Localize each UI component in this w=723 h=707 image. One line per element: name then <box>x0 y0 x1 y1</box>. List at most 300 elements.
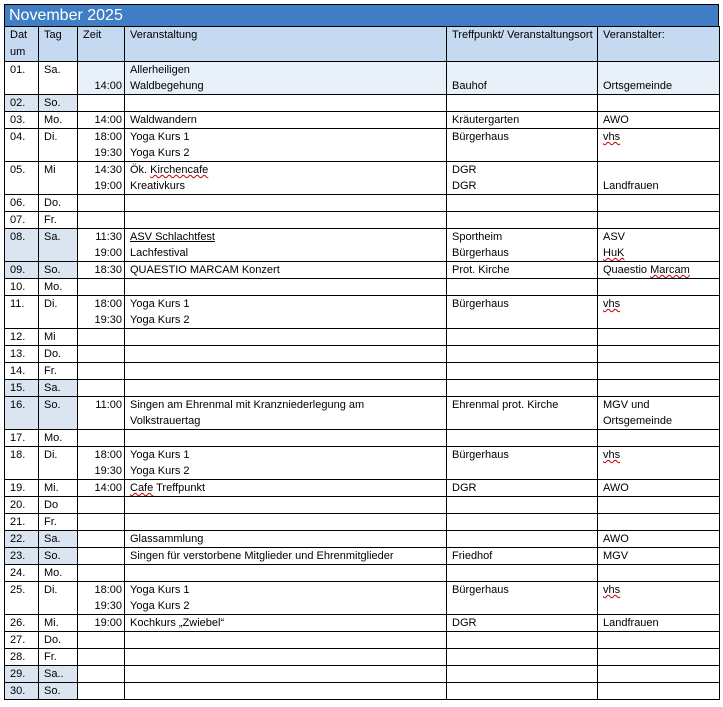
time-cell <box>78 582 125 615</box>
day-cell <box>39 582 78 615</box>
organizer-text: vhs <box>603 584 621 596</box>
organizer-text: MGV und <box>603 399 650 411</box>
organizer-cell <box>598 447 720 480</box>
place-cell <box>447 531 598 548</box>
organizer-cell <box>598 363 720 380</box>
organizer-cell <box>598 346 720 363</box>
table-row <box>5 129 720 162</box>
time-cell <box>78 531 125 548</box>
day-cell <box>39 346 78 363</box>
place-cell <box>447 683 598 700</box>
organizer-text: vhs <box>603 131 621 143</box>
table-row <box>5 632 720 649</box>
time-text: 18:00 <box>94 298 122 310</box>
day-cell <box>39 615 78 632</box>
time-cell <box>78 363 125 380</box>
place-text: Kräutergarten <box>452 114 520 126</box>
date-cell <box>5 162 39 195</box>
event-cell <box>125 548 447 565</box>
time-text <box>83 95 122 111</box>
place-text <box>452 463 597 479</box>
date-cell <box>5 649 39 666</box>
day-cell <box>39 531 78 548</box>
event-text: QUAESTIO MARCAM Konzert <box>130 264 280 276</box>
place-text: DGR <box>452 482 477 494</box>
date-text: 01. <box>10 64 26 76</box>
date-text: 26. <box>10 617 26 629</box>
date-cell <box>5 229 39 262</box>
day-cell <box>39 632 78 649</box>
event-text: Waldwandern <box>130 114 197 126</box>
event-cell <box>125 380 447 397</box>
table-row <box>5 112 720 129</box>
organizer-text: HuK <box>603 247 625 259</box>
organizer-text <box>603 95 719 111</box>
date-cell <box>5 95 39 112</box>
event-cell <box>125 195 447 212</box>
date-cell <box>5 632 39 649</box>
place-cell <box>447 397 598 430</box>
day-cell <box>39 430 78 447</box>
place-cell <box>447 296 598 329</box>
time-cell <box>78 212 125 229</box>
date-text: 14. <box>10 365 26 377</box>
place-cell <box>447 95 598 112</box>
time-text: 18:30 <box>94 264 122 276</box>
event-text: Glassammlung <box>130 533 204 545</box>
time-text <box>83 565 122 581</box>
organizer-cell <box>598 683 720 700</box>
date-cell <box>5 480 39 497</box>
day-cell <box>39 212 78 229</box>
day-text: Mo. <box>44 567 63 579</box>
organizer-cell <box>598 296 720 329</box>
day-cell <box>39 162 78 195</box>
day-cell <box>39 95 78 112</box>
date-text: 27. <box>10 634 26 646</box>
place-text: Bürgerhaus <box>452 298 509 310</box>
date-cell <box>5 262 39 279</box>
organizer-cell <box>598 62 720 95</box>
event-text <box>130 430 446 446</box>
table-row <box>5 363 720 380</box>
event-cell <box>125 632 447 649</box>
date-cell <box>5 329 39 346</box>
place-cell <box>447 649 598 666</box>
table-row <box>5 649 720 666</box>
place-text <box>452 312 597 328</box>
organizer-text <box>603 683 719 699</box>
time-cell <box>78 195 125 212</box>
day-text: So. <box>44 264 61 276</box>
event-text <box>130 497 446 513</box>
organizer-text: MGV <box>603 550 629 562</box>
table-row <box>5 548 720 565</box>
date-text: 03. <box>10 114 26 126</box>
day-cell <box>39 279 78 296</box>
time-text: 19:30 <box>94 465 122 477</box>
date-text: 07. <box>10 214 26 226</box>
place-text: Friedhof <box>452 550 493 562</box>
time-text <box>83 497 122 513</box>
organizer-cell <box>598 632 720 649</box>
time-text: 14:00 <box>94 80 122 92</box>
table-row <box>5 531 720 548</box>
time-text <box>83 666 122 682</box>
day-text: Do. <box>44 634 62 646</box>
day-cell <box>39 565 78 582</box>
organizer-text <box>603 145 719 161</box>
event-cell <box>125 615 447 632</box>
time-text: 18:00 <box>94 449 122 461</box>
place-cell <box>447 380 598 397</box>
date-text: 24. <box>10 567 26 579</box>
time-cell <box>78 683 125 700</box>
day-text: Mi. <box>44 482 59 494</box>
header-veranstaltung: Veranstaltung <box>125 27 447 62</box>
event-cell <box>125 683 447 700</box>
day-cell <box>39 447 78 480</box>
table-row <box>5 430 720 447</box>
event-text <box>130 632 446 648</box>
time-cell <box>78 649 125 666</box>
table-row <box>5 212 720 229</box>
time-cell <box>78 62 125 95</box>
time-text <box>83 195 122 211</box>
date-text: 08. <box>10 231 26 243</box>
event-cell <box>125 480 447 497</box>
place-text <box>452 632 597 648</box>
event-cell <box>125 62 447 95</box>
date-cell <box>5 565 39 582</box>
event-cell <box>125 329 447 346</box>
day-text: Mo. <box>44 114 63 126</box>
time-text <box>83 413 122 429</box>
event-text: Cafe Treffpunkt <box>130 482 206 494</box>
organizer-cell <box>598 262 720 279</box>
organizer-text <box>603 363 719 379</box>
event-text <box>130 683 446 699</box>
day-text: Fr. <box>44 365 57 377</box>
date-text: 30. <box>10 685 26 697</box>
date-text: 17. <box>10 432 26 444</box>
organizer-text: AWO <box>603 533 629 545</box>
day-text: Sa. <box>44 231 61 243</box>
place-text: Bürgerhaus <box>452 584 509 596</box>
date-cell <box>5 112 39 129</box>
time-cell <box>78 480 125 497</box>
date-cell <box>5 397 39 430</box>
day-cell <box>39 514 78 531</box>
organizer-cell <box>598 129 720 162</box>
date-cell <box>5 514 39 531</box>
organizer-text <box>603 565 719 581</box>
header-tag: Tag <box>39 27 78 62</box>
organizer-text: ASV <box>603 231 626 243</box>
place-text <box>452 649 597 665</box>
organizer-text: AWO <box>603 482 629 494</box>
time-cell <box>78 666 125 683</box>
place-text <box>452 565 597 581</box>
event-cell <box>125 212 447 229</box>
time-cell <box>78 112 125 129</box>
place-text <box>452 145 597 161</box>
event-text: Singen für verstorbene Mitglieder und Ehrenmitglieder <box>130 550 394 562</box>
time-text <box>83 380 122 396</box>
day-text: Sa. <box>44 382 61 394</box>
date-text: 20. <box>10 499 26 511</box>
time-text <box>83 212 122 228</box>
place-cell <box>447 582 598 615</box>
time-cell <box>78 380 125 397</box>
day-text: So. <box>44 399 61 411</box>
table-row <box>5 497 720 514</box>
organizer-cell <box>598 582 720 615</box>
place-text: Bürgerhaus <box>452 247 509 259</box>
event-text: Kochkurs „Zwiebel“ <box>130 617 225 629</box>
event-text <box>130 565 446 581</box>
date-text: 28. <box>10 651 26 663</box>
organizer-cell <box>598 480 720 497</box>
place-cell <box>447 62 598 95</box>
table-row <box>5 296 720 329</box>
time-text: 14:30 <box>94 164 122 176</box>
place-cell <box>447 666 598 683</box>
event-cell <box>125 262 447 279</box>
date-text: 11. <box>10 298 25 310</box>
day-cell <box>39 683 78 700</box>
organizer-text <box>603 497 719 513</box>
organizer-cell <box>598 329 720 346</box>
date-cell <box>5 497 39 514</box>
organizer-text <box>603 463 719 479</box>
header-datum: Dat um <box>5 27 39 62</box>
date-cell <box>5 296 39 329</box>
place-text: Bauhof <box>452 80 487 92</box>
place-cell <box>447 548 598 565</box>
table-row <box>5 582 720 615</box>
date-cell <box>5 195 39 212</box>
time-cell <box>78 632 125 649</box>
time-cell <box>78 95 125 112</box>
organizer-text: vhs <box>603 298 621 310</box>
table-row <box>5 514 720 531</box>
organizer-text <box>603 666 719 682</box>
event-cell <box>125 649 447 666</box>
event-text <box>130 329 446 345</box>
event-text <box>130 649 446 665</box>
table-row <box>5 279 720 296</box>
day-cell <box>39 112 78 129</box>
place-cell <box>447 497 598 514</box>
event-cell <box>125 666 447 683</box>
organizer-text <box>603 329 719 345</box>
organizer-text: AWO <box>603 114 629 126</box>
time-cell <box>78 296 125 329</box>
event-cell <box>125 95 447 112</box>
day-text: Fr. <box>44 651 57 663</box>
time-cell <box>78 346 125 363</box>
organizer-text: vhs <box>603 449 621 461</box>
day-cell <box>39 129 78 162</box>
time-text <box>83 683 122 699</box>
time-cell <box>78 279 125 296</box>
place-text <box>452 531 597 547</box>
table-row <box>5 62 720 95</box>
time-text: 11:30 <box>95 231 122 243</box>
place-cell <box>447 279 598 296</box>
event-text: Kreativkurs <box>130 180 186 192</box>
place-cell <box>447 329 598 346</box>
place-text: Bürgerhaus <box>452 131 509 143</box>
date-text: 22. <box>10 533 26 545</box>
time-cell <box>78 615 125 632</box>
organizer-text <box>603 598 719 614</box>
day-cell <box>39 548 78 565</box>
time-cell <box>78 497 125 514</box>
place-text <box>452 598 597 614</box>
event-cell <box>125 229 447 262</box>
day-cell <box>39 329 78 346</box>
event-text: Yoga Kurs 1 <box>130 449 190 461</box>
event-cell <box>125 112 447 129</box>
date-cell <box>5 531 39 548</box>
event-cell <box>125 162 447 195</box>
date-cell <box>5 666 39 683</box>
place-text <box>452 195 597 211</box>
organizer-cell <box>598 514 720 531</box>
time-text <box>83 632 122 648</box>
organizer-text <box>603 62 719 78</box>
place-text: Bürgerhaus <box>452 449 509 461</box>
place-cell <box>447 363 598 380</box>
time-text <box>83 62 122 78</box>
day-cell <box>39 380 78 397</box>
organizer-cell <box>598 531 720 548</box>
table-row <box>5 666 720 683</box>
day-text: Di. <box>44 298 58 310</box>
date-cell <box>5 279 39 296</box>
time-text <box>83 329 122 345</box>
time-text <box>83 649 122 665</box>
day-text: Do <box>44 499 59 511</box>
organizer-cell <box>598 229 720 262</box>
date-text: 04. <box>10 131 26 143</box>
organizer-cell <box>598 397 720 430</box>
organizer-text <box>603 430 719 446</box>
header-veranstalter: Veranstalter: <box>598 27 720 62</box>
event-text: Yoga Kurs 1 <box>130 131 190 143</box>
table-row <box>5 229 720 262</box>
day-cell <box>39 296 78 329</box>
table-row <box>5 447 720 480</box>
organizer-text <box>603 279 719 295</box>
time-text <box>83 548 122 564</box>
time-text <box>83 514 122 530</box>
place-text <box>452 430 597 446</box>
event-text: Volkstrauertag <box>130 415 201 427</box>
time-text <box>83 363 122 379</box>
time-cell <box>78 430 125 447</box>
event-text: Singen am Ehrenmal mit Kranzniederlegung am <box>130 399 365 411</box>
organizer-cell <box>598 212 720 229</box>
event-text <box>130 212 446 228</box>
event-text <box>130 279 446 295</box>
date-text: 18. <box>10 449 26 461</box>
event-text: Yoga Kurs 2 <box>130 465 190 477</box>
organizer-cell <box>598 649 720 666</box>
place-cell <box>447 212 598 229</box>
organizer-text <box>603 649 719 665</box>
event-text: Yoga Kurs 1 <box>130 298 190 310</box>
place-cell <box>447 162 598 195</box>
place-cell <box>447 514 598 531</box>
calendar-title: November 2025 <box>4 4 719 26</box>
table-row <box>5 162 720 195</box>
date-text: 02. <box>10 97 26 109</box>
event-text: Yoga Kurs 2 <box>130 147 190 159</box>
place-text <box>452 329 597 345</box>
day-text: Di. <box>44 449 58 461</box>
organizer-cell <box>598 195 720 212</box>
date-cell <box>5 548 39 565</box>
day-cell <box>39 649 78 666</box>
date-cell <box>5 582 39 615</box>
place-cell <box>447 229 598 262</box>
place-cell <box>447 112 598 129</box>
place-cell <box>447 447 598 480</box>
day-cell <box>39 497 78 514</box>
header-ort: Treffpunkt/ Veranstaltungsort <box>447 27 598 62</box>
day-cell <box>39 229 78 262</box>
time-cell <box>78 162 125 195</box>
event-text <box>130 363 446 379</box>
organizer-cell <box>598 497 720 514</box>
event-calendar <box>4 4 719 700</box>
place-cell <box>447 195 598 212</box>
date-text: 12. <box>10 331 26 343</box>
event-cell <box>125 582 447 615</box>
day-cell <box>39 262 78 279</box>
date-text: 19. <box>10 482 26 494</box>
event-text: Yoga Kurs 2 <box>130 314 190 326</box>
header-zeit: Zeit <box>78 27 125 62</box>
day-cell <box>39 666 78 683</box>
place-cell <box>447 129 598 162</box>
time-text <box>83 430 122 446</box>
time-text: 19:00 <box>94 180 122 192</box>
date-cell <box>5 615 39 632</box>
organizer-text: Quaestio Marcam <box>603 264 690 276</box>
event-cell <box>125 346 447 363</box>
place-cell <box>447 632 598 649</box>
day-cell <box>39 363 78 380</box>
organizer-text: Landfrauen <box>603 617 659 629</box>
place-text: Ehrenmal prot. Kirche <box>452 399 559 411</box>
place-text: DGR <box>452 617 477 629</box>
time-text: 19:30 <box>94 314 122 326</box>
place-cell <box>447 480 598 497</box>
organizer-cell <box>598 565 720 582</box>
day-text: Mo. <box>44 281 63 293</box>
event-text: Waldbegehung <box>130 80 204 92</box>
date-cell <box>5 447 39 480</box>
organizer-text <box>603 514 719 530</box>
place-text <box>452 683 597 699</box>
place-text <box>452 212 597 228</box>
date-text: 29. <box>10 668 26 680</box>
organizer-cell <box>598 666 720 683</box>
